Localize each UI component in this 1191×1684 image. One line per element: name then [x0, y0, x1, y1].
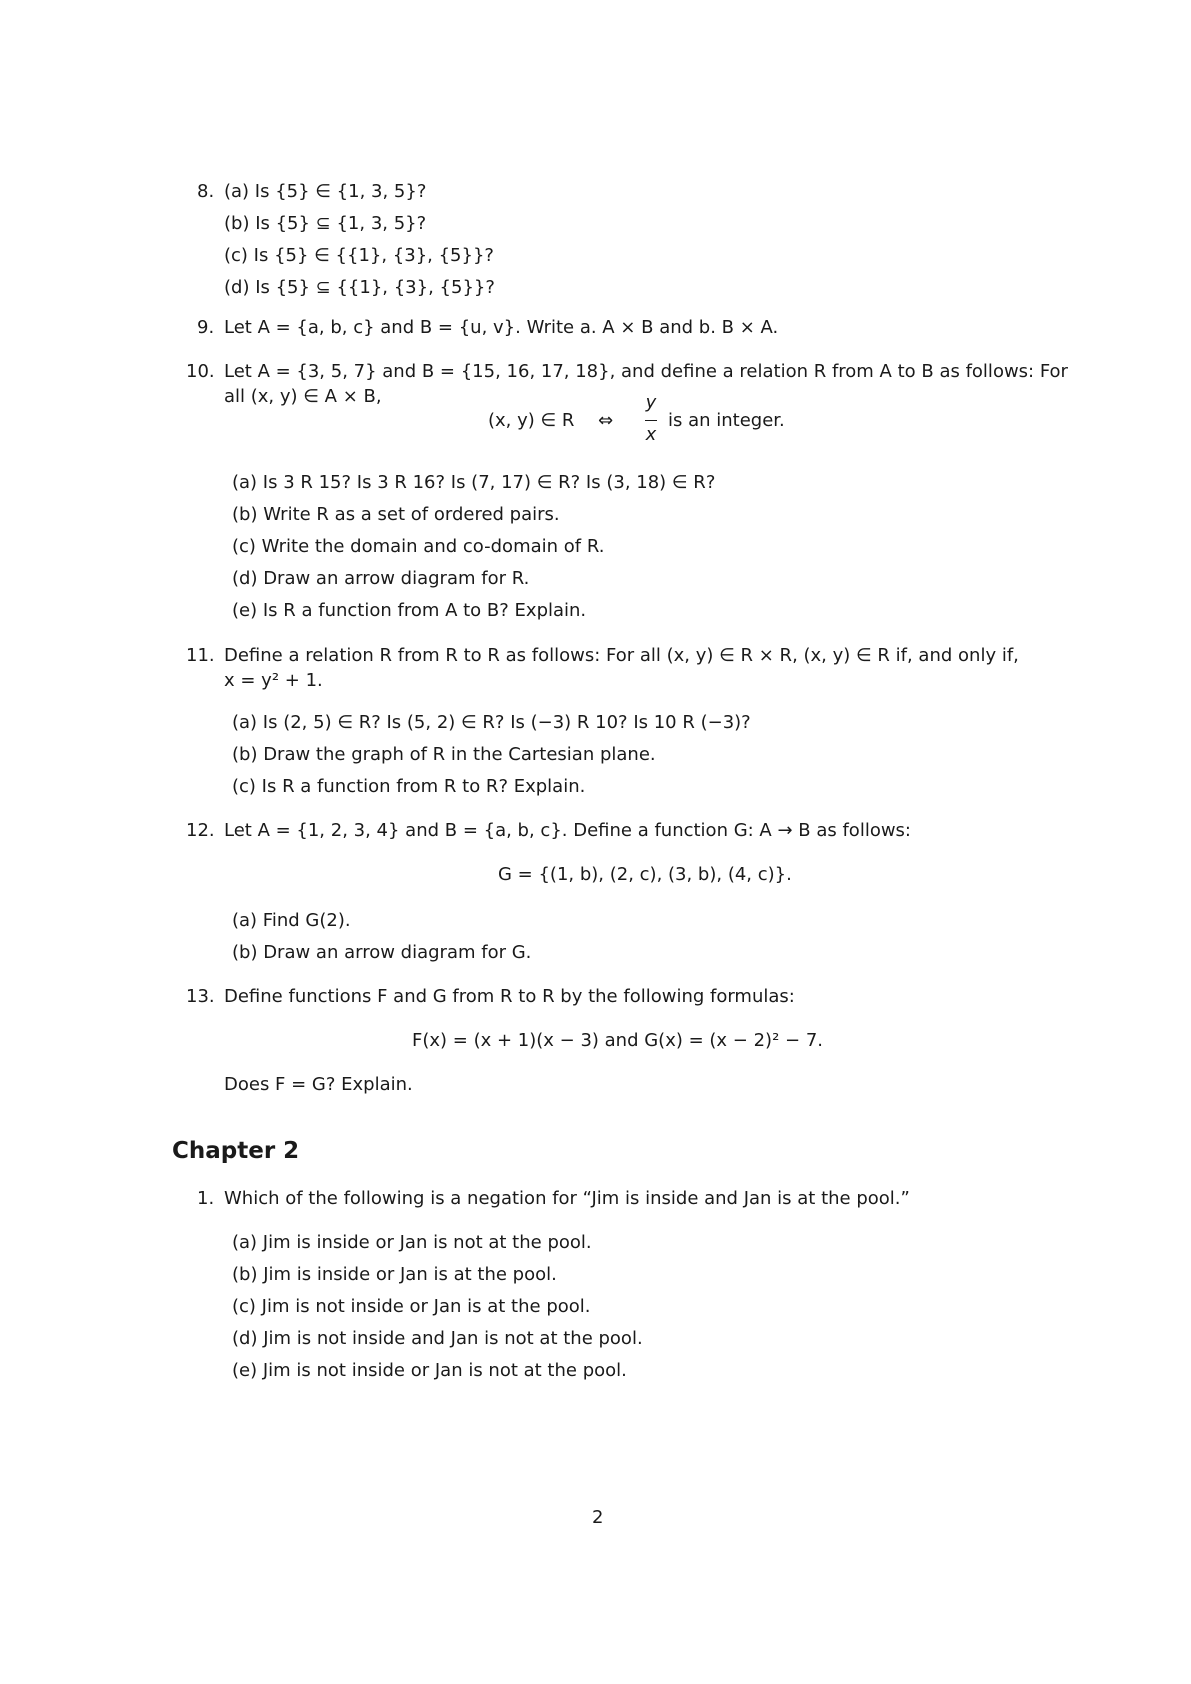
problem-11-part-c: (c) Is R a function from R to R? Explain. — [232, 776, 586, 797]
problem-8-part-b: (b) Is {5} ⊆ {1, 3, 5}? — [224, 213, 427, 234]
chapter-2-option-c: (c) Jim is not inside or Jan is at the pool. — [232, 1296, 591, 1317]
problem-9-number: 9. — [197, 317, 215, 338]
fraction-bar — [645, 420, 657, 421]
page-number: 2 — [592, 1507, 604, 1528]
problem-10-relation-lhs: (x, y) ∈ R — [488, 410, 575, 431]
fraction-denominator: x — [645, 424, 657, 445]
chapter-2-option-b: (b) Jim is inside or Jan is at the pool. — [232, 1264, 557, 1285]
problem-12-line-1: Let A = {1, 2, 3, 4} and B = {a, b, c}. Define a function G: A → B as follows: — [224, 820, 911, 841]
problem-8-part-a: (a) Is {5} ∈ {1, 3, 5}? — [224, 181, 427, 202]
iff-symbol: ⇔ — [598, 410, 614, 431]
problem-10-part-a: (a) Is 3 R 15? Is 3 R 16? Is (7, 17) ∈ R? Is (3, 18) ∈ R? — [232, 472, 716, 493]
chapter-2-option-a: (a) Jim is inside or Jan is not at the pool. — [232, 1232, 592, 1253]
problem-11-part-b: (b) Draw the graph of R in the Cartesian plane. — [232, 744, 656, 765]
problem-11-line-2: x = y² + 1. — [224, 670, 323, 691]
problem-8-part-d: (d) Is {5} ⊆ {{1}, {3}, {5}}? — [224, 277, 495, 298]
problem-10-part-b: (b) Write R as a set of ordered pairs. — [232, 504, 560, 525]
chapter-2-question-1-number: 1. — [197, 1188, 215, 1209]
problem-10-relation-rhs: is an integer. — [668, 410, 785, 431]
problem-12-part-a: (a) Find G(2). — [232, 910, 351, 931]
problem-10-line-2: all (x, y) ∈ A × B, — [224, 386, 382, 407]
problem-11-line-1: Define a relation R from R to R as follows: For all (x, y) ∈ R × R, (x, y) ∈ R if, and only if, — [224, 645, 1019, 666]
problem-8-part-c: (c) Is {5} ∈ {{1}, {3}, {5}}? — [224, 245, 494, 266]
fraction-numerator: y — [645, 392, 657, 413]
problem-12-number: 12. — [186, 820, 215, 841]
problem-11-number: 11. — [186, 645, 215, 666]
chapter-2-option-d: (d) Jim is not inside and Jan is not at the pool. — [232, 1328, 643, 1349]
chapter-heading: Chapter 2 — [172, 1138, 300, 1164]
problem-10-part-d: (d) Draw an arrow diagram for R. — [232, 568, 530, 589]
problem-13-closing: Does F = G? Explain. — [224, 1074, 413, 1095]
problem-8-number: 8. — [197, 181, 215, 202]
problem-11-part-a: (a) Is (2, 5) ∈ R? Is (5, 2) ∈ R? Is (−3) R 10? Is 10 R (−3)? — [232, 712, 751, 733]
chapter-2-option-e: (e) Jim is not inside or Jan is not at the pool. — [232, 1360, 627, 1381]
problem-10-number: 10. — [186, 361, 215, 382]
problem-9-text: Let A = {a, b, c} and B = {u, v}. Write a. A × B and b. B × A. — [224, 317, 779, 338]
problem-13-line-1: Define functions F and G from R to R by the following formulas: — [224, 986, 795, 1007]
problem-10-line-1: Let A = {3, 5, 7} and B = {15, 16, 17, 18}, and define a relation R from A to B as follows: For — [224, 361, 1068, 382]
problem-13-number: 13. — [186, 986, 215, 1007]
problem-13-display: F(x) = (x + 1)(x − 3) and G(x) = (x − 2)² − 7. — [412, 1030, 823, 1051]
problem-10-part-c: (c) Write the domain and co-domain of R. — [232, 536, 605, 557]
problem-10-part-e: (e) Is R a function from A to B? Explain. — [232, 600, 587, 621]
problem-12-part-b: (b) Draw an arrow diagram for G. — [232, 942, 532, 963]
problem-12-display: G = {(1, b), (2, c), (3, b), (4, c)}. — [498, 864, 792, 885]
chapter-2-question-1-text: Which of the following is a negation for “Jim is inside and Jan is at the pool.” — [224, 1188, 910, 1209]
